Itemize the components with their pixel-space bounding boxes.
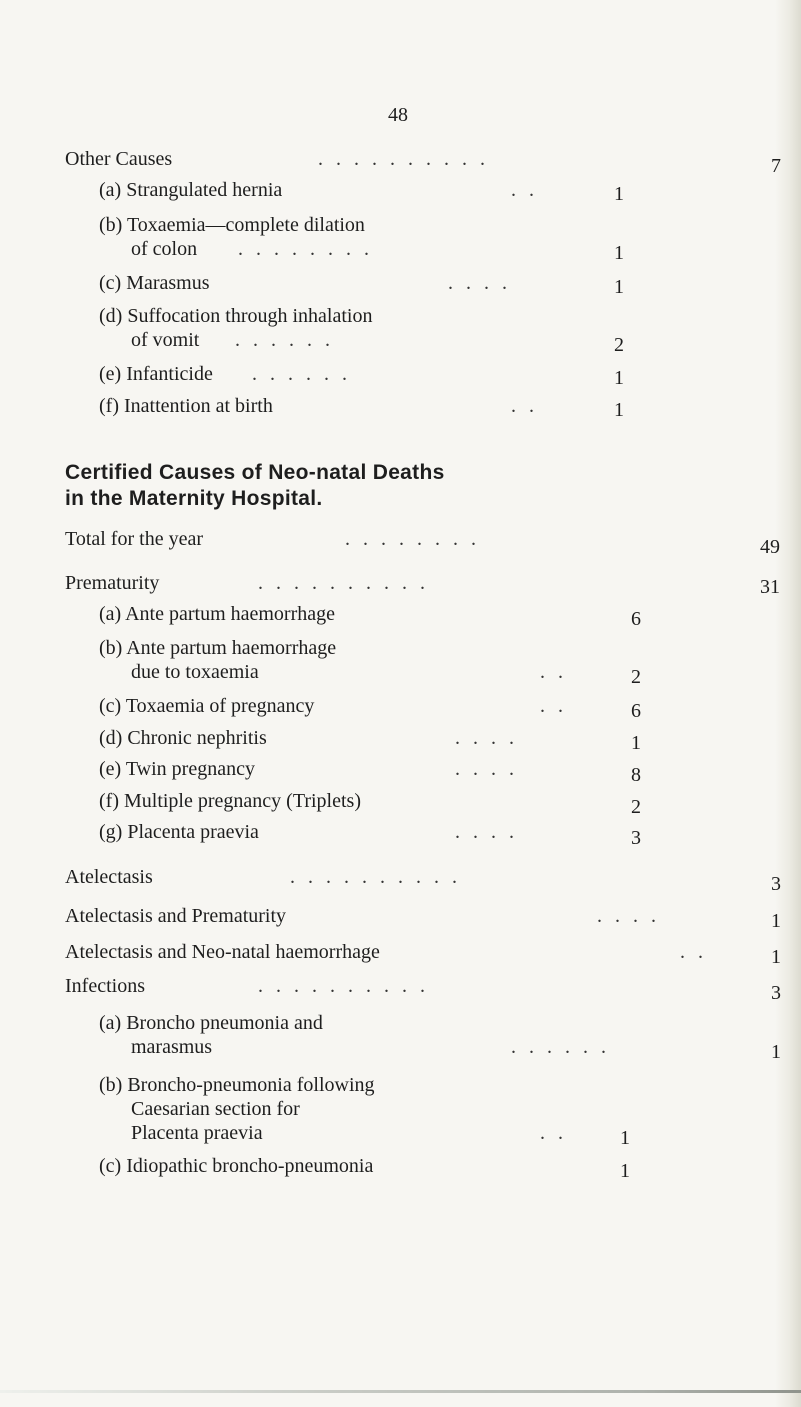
item-leader: . . . . [455, 758, 518, 780]
item-leader: . . [511, 395, 538, 417]
item-value: 1 [620, 1160, 630, 1182]
bottom-scan-line [0, 1390, 801, 1393]
item-leader: . . [540, 661, 567, 683]
item-broncho-marasmus-line1: (a) Broncho pneumonia and [99, 1012, 323, 1034]
page-number: 48 [388, 104, 408, 126]
item-value: 2 [614, 334, 624, 356]
item-inattention: (f) Inattention at birth [99, 395, 273, 417]
item-leader: . . [511, 179, 538, 201]
total-for-year-value: 49 [760, 536, 780, 558]
page-edge-shadow [775, 0, 801, 1407]
item-broncho-caesarian-line2: Caesarian section for [131, 1098, 300, 1120]
item-leader: . . . . . . [252, 363, 351, 385]
item-value: 2 [631, 666, 641, 688]
total-for-year-label: Total for the year [65, 528, 203, 550]
item-value: 1 [614, 367, 624, 389]
item-infanticide: (e) Infanticide [99, 363, 213, 385]
item-value: 8 [631, 764, 641, 786]
item-value: 6 [631, 608, 641, 630]
item-broncho-marasmus-line2: marasmus [131, 1036, 213, 1058]
item-value: 6 [631, 700, 641, 722]
item-leader: . . . . . . [235, 329, 334, 351]
prematurity-value: 31 [760, 576, 780, 598]
total-for-year-leader: . . . . . . . . [345, 528, 480, 550]
item-leader: . . . . [448, 272, 511, 294]
item-ante-partum-toxaemia-line2: due to toxaemia [131, 661, 259, 683]
item-suffocation-line2: of vomit [131, 329, 200, 351]
atelectasis-leader: . . . . . . . . . . [290, 866, 461, 888]
item-ante-partum-toxaemia-line1: (b) Ante partum haemorrhage [99, 637, 337, 659]
item-ante-partum: (a) Ante partum haemorrhage [99, 603, 336, 625]
item-multiple-pregnancy: (f) Multiple pregnancy (Triplets) [99, 790, 361, 812]
other-causes-leader: . . . . . . . . . . [318, 148, 489, 170]
item-idiopathic-broncho: (c) Idiopathic broncho-pneumonia [99, 1155, 374, 1177]
item-value: 1 [620, 1127, 630, 1149]
item-marasmus: (c) Marasmus [99, 272, 210, 294]
section-heading-line1: Certified Causes of Neo-natal Deaths [65, 461, 445, 484]
item-leader: . . [540, 1122, 567, 1144]
atelectasis-prematurity-label: Atelectasis and Prematurity [65, 905, 287, 927]
item-value: 1 [631, 732, 641, 754]
prematurity-leader: . . . . . . . . . . [258, 572, 429, 594]
atelectasis-value: 3 [771, 873, 781, 895]
item-value: 1 [614, 183, 624, 205]
atelectasis-haemorrhage-leader: . . [680, 941, 707, 963]
item-leader: . . . . [455, 821, 518, 843]
atelectasis-label: Atelectasis [65, 866, 153, 888]
item-leader: . . [540, 695, 567, 717]
item-broncho-caesarian-line1: (b) Broncho-pneumonia following [99, 1074, 375, 1096]
item-value: 1 [614, 399, 624, 421]
item-twin-pregnancy: (e) Twin pregnancy [99, 758, 255, 780]
atelectasis-prematurity-value: 1 [771, 910, 781, 932]
item-value: 3 [631, 827, 641, 849]
section-heading-line2: in the Maternity Hospital. [65, 487, 323, 510]
item-placenta-praevia: (g) Placenta praevia [99, 821, 259, 843]
item-broncho-caesarian-line3: Placenta praevia [131, 1122, 263, 1144]
item-value: 1 [614, 242, 624, 264]
item-chronic-nephritis: (d) Chronic nephritis [99, 727, 267, 749]
item-toxaemia-line1: (b) Toxaemia—complete dilation [99, 214, 365, 236]
item-value: 2 [631, 796, 641, 818]
item-toxaemia-line2: of colon [131, 238, 198, 260]
prematurity-label: Prematurity [65, 572, 160, 594]
atelectasis-haemorrhage-label: Atelectasis and Neo-natal haemorrhage [65, 941, 380, 963]
item-leader: . . . . . . [511, 1036, 610, 1058]
item-leader: . . . . . . . . [238, 238, 373, 260]
infections-label: Infections [65, 975, 145, 997]
item-value: 1 [614, 276, 624, 298]
infections-value: 3 [771, 982, 781, 1004]
item-leader: . . . . [455, 727, 518, 749]
item-suffocation-line1: (d) Suffocation through inhalation [99, 305, 373, 327]
other-causes-total: 7 [771, 155, 781, 177]
item-strangulated-hernia: (a) Strangulated hernia [99, 179, 283, 201]
infections-leader: . . . . . . . . . . [258, 975, 429, 997]
atelectasis-haemorrhage-value: 1 [771, 946, 781, 968]
item-toxaemia-pregnancy: (c) Toxaemia of pregnancy [99, 695, 315, 717]
other-causes-title: Other Causes [65, 148, 173, 170]
item-value: 1 [771, 1041, 781, 1063]
atelectasis-prematurity-leader: . . . . [597, 905, 660, 927]
